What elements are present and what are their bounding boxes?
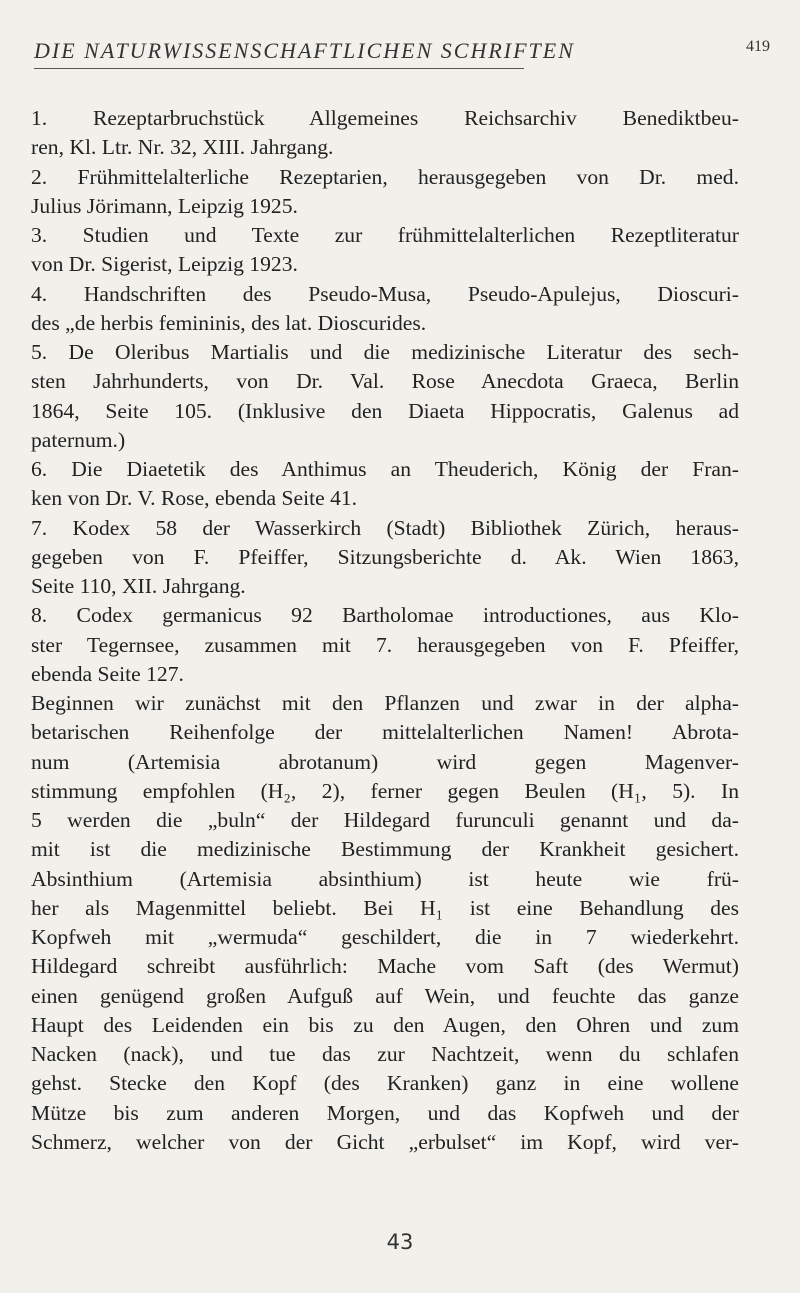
body-text <box>31 104 739 1157</box>
text-line: 2. Frühmittelalterliche Rezeptarien, herausgegeben von Dr. med. <box>31 164 739 189</box>
text-line: 1. Rezeptarbruchstück Allgemeines Reichsarchiv Benediktbeu- <box>31 106 739 130</box>
text-line: ken von Dr. V. Rose, ebenda Seite 41. <box>31 486 358 511</box>
header-rule <box>34 68 524 69</box>
running-header <box>34 36 770 72</box>
text-line: stimmung empfohlen (H₂, 2), ferner gegen Beulen (H₁, 5). In <box>31 778 739 803</box>
running-title: DIE NATURWISSENSCHAFTLICHEN SCHRIFTEN <box>34 38 575 63</box>
text-line: Seite 110, XII. Jahrgang. <box>31 574 246 598</box>
text-line: Nacken (nack), und tue das zur Nachtzeit, wenn du schlafen <box>31 1042 739 1066</box>
folio-number: 43 <box>386 1230 414 1254</box>
text-line: Kopfweh mit „wermuda“ geschildert, die in 7 wiederkehrt. <box>31 925 739 949</box>
text-line: ster Tegernsee, zusammen mit 7. herausgegeben von F. Pfeiffer, <box>31 632 739 657</box>
text-line: Haupt des Leidenden ein bis zu den Augen, den Ohren und zum <box>31 1012 739 1037</box>
text-line: 8. Codex germanicus 92 Bartholomae introductiones, aus Klo- <box>31 603 739 628</box>
text-line: 1864, Seite 105. (Inklusive den Diaeta Hippocratis, Galenus ad <box>31 398 739 423</box>
text-line: 6. Die Diaetetik des Anthimus an Theuderich, König der Fran- <box>31 457 739 481</box>
text-line: paternum.) <box>31 427 126 452</box>
text-line: sten Jahrhunderts, von Dr. Val. Rose Anecdota Graeca, Berlin <box>31 369 739 394</box>
text-line: her als Magenmittel beliebt. Bei H₁ ist eine Behandlung des <box>31 895 739 920</box>
text-line: von Dr. Sigerist, Leipzig 1923. <box>31 252 298 277</box>
text-line: num (Artemisia abrotanum) wird gegen Magenver- <box>31 749 739 774</box>
text-line: gegeben von F. Pfeiffer, Sitzungsberichte d. Ak. Wien 1863, <box>31 544 739 569</box>
text-line: 5. De Oleribus Martialis und die medizinische Literatur des sech- <box>31 340 739 364</box>
text-line: gehst. Stecke den Kopf (des Kranken) ganz in eine wollene <box>31 1071 739 1096</box>
page-number: 419 <box>746 38 770 55</box>
text-line: 4. Handschriften des Pseudo-Musa, Pseudo-Apulejus, Dioscuri- <box>31 281 739 306</box>
text-line: des „de herbis femininis, des lat. Dioscurides. <box>31 310 427 335</box>
text-line: 7. Kodex 58 der Wasserkirch (Stadt) Bibliothek Zürich, heraus- <box>31 515 739 540</box>
text-line: ren, Kl. Ltr. Nr. 32, XIII. Jahrgang. <box>31 135 334 160</box>
text-line: mit ist die medizinische Bestimmung der Krankheit gesichert. <box>31 837 739 862</box>
text-line: Julius Jörimann, Leipzig 1925. <box>31 193 298 218</box>
text-line: 5 werden die „buln“ der Hildegard furunculi genannt und da- <box>31 808 739 832</box>
text-line: betarischen Reihenfolge der mittelalterlichen Namen! Abrota- <box>31 720 739 745</box>
text-line: 3. Studien und Texte zur frühmittelalterlichen Rezeptliteratur <box>31 223 739 247</box>
text-line: einen genügend großen Aufguß auf Wein, und feuchte das ganze <box>31 983 739 1008</box>
text-line: Schmerz, welcher von der Gicht „erbulset“ im Kopf, wird ver- <box>31 1129 739 1154</box>
text-line: Beginnen wir zunächst mit den Pflanzen und zwar in der alpha- <box>31 691 739 715</box>
text-line: Mütze bis zum anderen Morgen, und das Kopfweh und der <box>31 1100 739 1125</box>
text-line: ebenda Seite 127. <box>31 661 184 686</box>
text-line: Hildegard schreibt ausführlich: Mache vom Saft (des Wermut) <box>31 954 739 979</box>
text-line: Absinthium (Artemisia absinthium) ist heute wie frü- <box>31 866 739 891</box>
